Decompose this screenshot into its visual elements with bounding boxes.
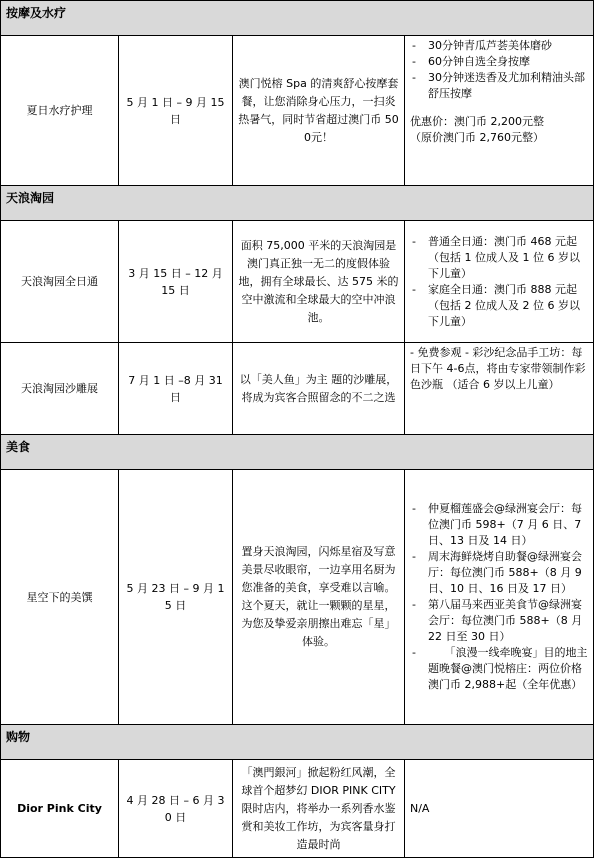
section-header-shopping bbox=[1, 725, 594, 760]
list-item: - 60分钟自选全身按摩 bbox=[410, 54, 588, 70]
section-title: 天浪淘园 bbox=[1, 186, 594, 221]
section-header-park bbox=[1, 186, 594, 221]
original-price: （原价澳门币 2,760元整） bbox=[410, 131, 544, 144]
row-description: 面积 75,000 平米的天浪淘园是澳门真正独一无二的度假体验地，拥有全球最长、达 575 米的空中激流和全球最大的空中冲浪池。 bbox=[233, 221, 405, 343]
table-row-dior bbox=[1, 760, 594, 858]
row-detail bbox=[405, 470, 594, 725]
row-description: 置身天浪淘园，闪烁星宿及写意美景尽收眼帘，一边享用名厨为您准备的美食，享受难以言喻。这个夏天，就让一颗颗的星星，为您及挚爱亲朋擦出难忘「星」体验。 bbox=[233, 470, 405, 725]
list-item: - 家庭全日通：澳门币 888 元起（包括 2 位成人及 2 位 6 岁以下儿童） bbox=[410, 282, 588, 330]
row-date: 4 月 28 日 – 6 月 30 日 bbox=[119, 760, 233, 858]
row-name: 天浪淘园全日通 bbox=[1, 221, 119, 343]
row-date: 5 月 1 日 – 9 月 15 日 bbox=[119, 36, 233, 186]
row-description: 「澳門銀河」掀起粉红风潮，全球首个超梦幻 DIOR PINK CITY 限时店内，将举办一系列香水鉴赏和美妆工作坊，为宾客量身打造最时尚 bbox=[233, 760, 405, 858]
table-row-sand-sculpture bbox=[1, 343, 594, 435]
list-item: - 第八届马来西亚美食节@绿洲宴会厅：每位澳门币 588+（8 月 22 日至 30 日） bbox=[410, 597, 588, 645]
row-detail bbox=[405, 36, 594, 186]
list-item: - 30分钟迷迭香及尤加利精油头部舒压按摩 bbox=[410, 70, 588, 102]
row-date: 5 月 23 日 – 9 月 15 日 bbox=[119, 470, 233, 725]
row-detail: N/A bbox=[405, 760, 594, 858]
list-item: - 普通全日通：澳门币 468 元起（包括 1 位成人及 1 位 6 岁以下儿童） bbox=[410, 234, 588, 282]
row-name: Dior Pink City bbox=[1, 760, 119, 858]
detail-list bbox=[410, 501, 588, 693]
row-detail bbox=[405, 221, 594, 343]
row-description: 以「美人鱼」为主 题的沙雕展，将成为宾客合照留念的不二之选 bbox=[233, 343, 405, 435]
row-detail: - 免费参观 - 彩沙纪念品手工坊：每日下午 4-6点，将由专家带领制作彩色沙瓶 （适合 6 岁以上儿童） bbox=[405, 343, 594, 435]
section-title: 按摩及水疗 bbox=[1, 1, 594, 36]
list-item: - 30分钟青瓜芦荟美体磨砂 bbox=[410, 38, 588, 54]
section-header-spa bbox=[1, 1, 594, 36]
list-item: - 仲夏榴莲盛会@绿洲宴会厅：每位澳门币 598+（7 月 6 日、7 日、13 日及 14 日） bbox=[410, 501, 588, 549]
table-row-starry-feast bbox=[1, 470, 594, 725]
section-header-food bbox=[1, 435, 594, 470]
row-description: 澳门悦榕 Spa 的清爽舒心按摩套餐，让您消除身心压力，一扫炎热暑气，同时节省超过澳门币 500元！ bbox=[233, 36, 405, 186]
row-name: 夏日水疗护理 bbox=[1, 36, 119, 186]
detail-list bbox=[410, 234, 588, 330]
list-item: - 周末海鲜烧烤自助餐@绿洲宴会厅：每位澳门币 588+（8 月 9 日、10 日、16 日及 17 日） bbox=[410, 549, 588, 597]
table-row-park-day-pass bbox=[1, 221, 594, 343]
row-date: 7 月 1 日 –8 月 31 日 bbox=[119, 343, 233, 435]
section-title: 购物 bbox=[1, 725, 594, 760]
list-item: - 「浪漫一线牵晚宴」目的地主题晚餐@澳门悦榕庄：两位价格澳门币 2,988+起（全年优惠） bbox=[410, 645, 588, 693]
table-row-summer-spa bbox=[1, 36, 594, 186]
offer-price: 优惠价：澳门币 2,200元整 bbox=[410, 115, 544, 128]
row-name: 星空下的美馔 bbox=[1, 470, 119, 725]
row-date: 3 月 15 日 – 12 月 15 日 bbox=[119, 221, 233, 343]
row-name: 天浪淘园沙雕展 bbox=[1, 343, 119, 435]
detail-list bbox=[410, 38, 588, 102]
section-title: 美食 bbox=[1, 435, 594, 470]
